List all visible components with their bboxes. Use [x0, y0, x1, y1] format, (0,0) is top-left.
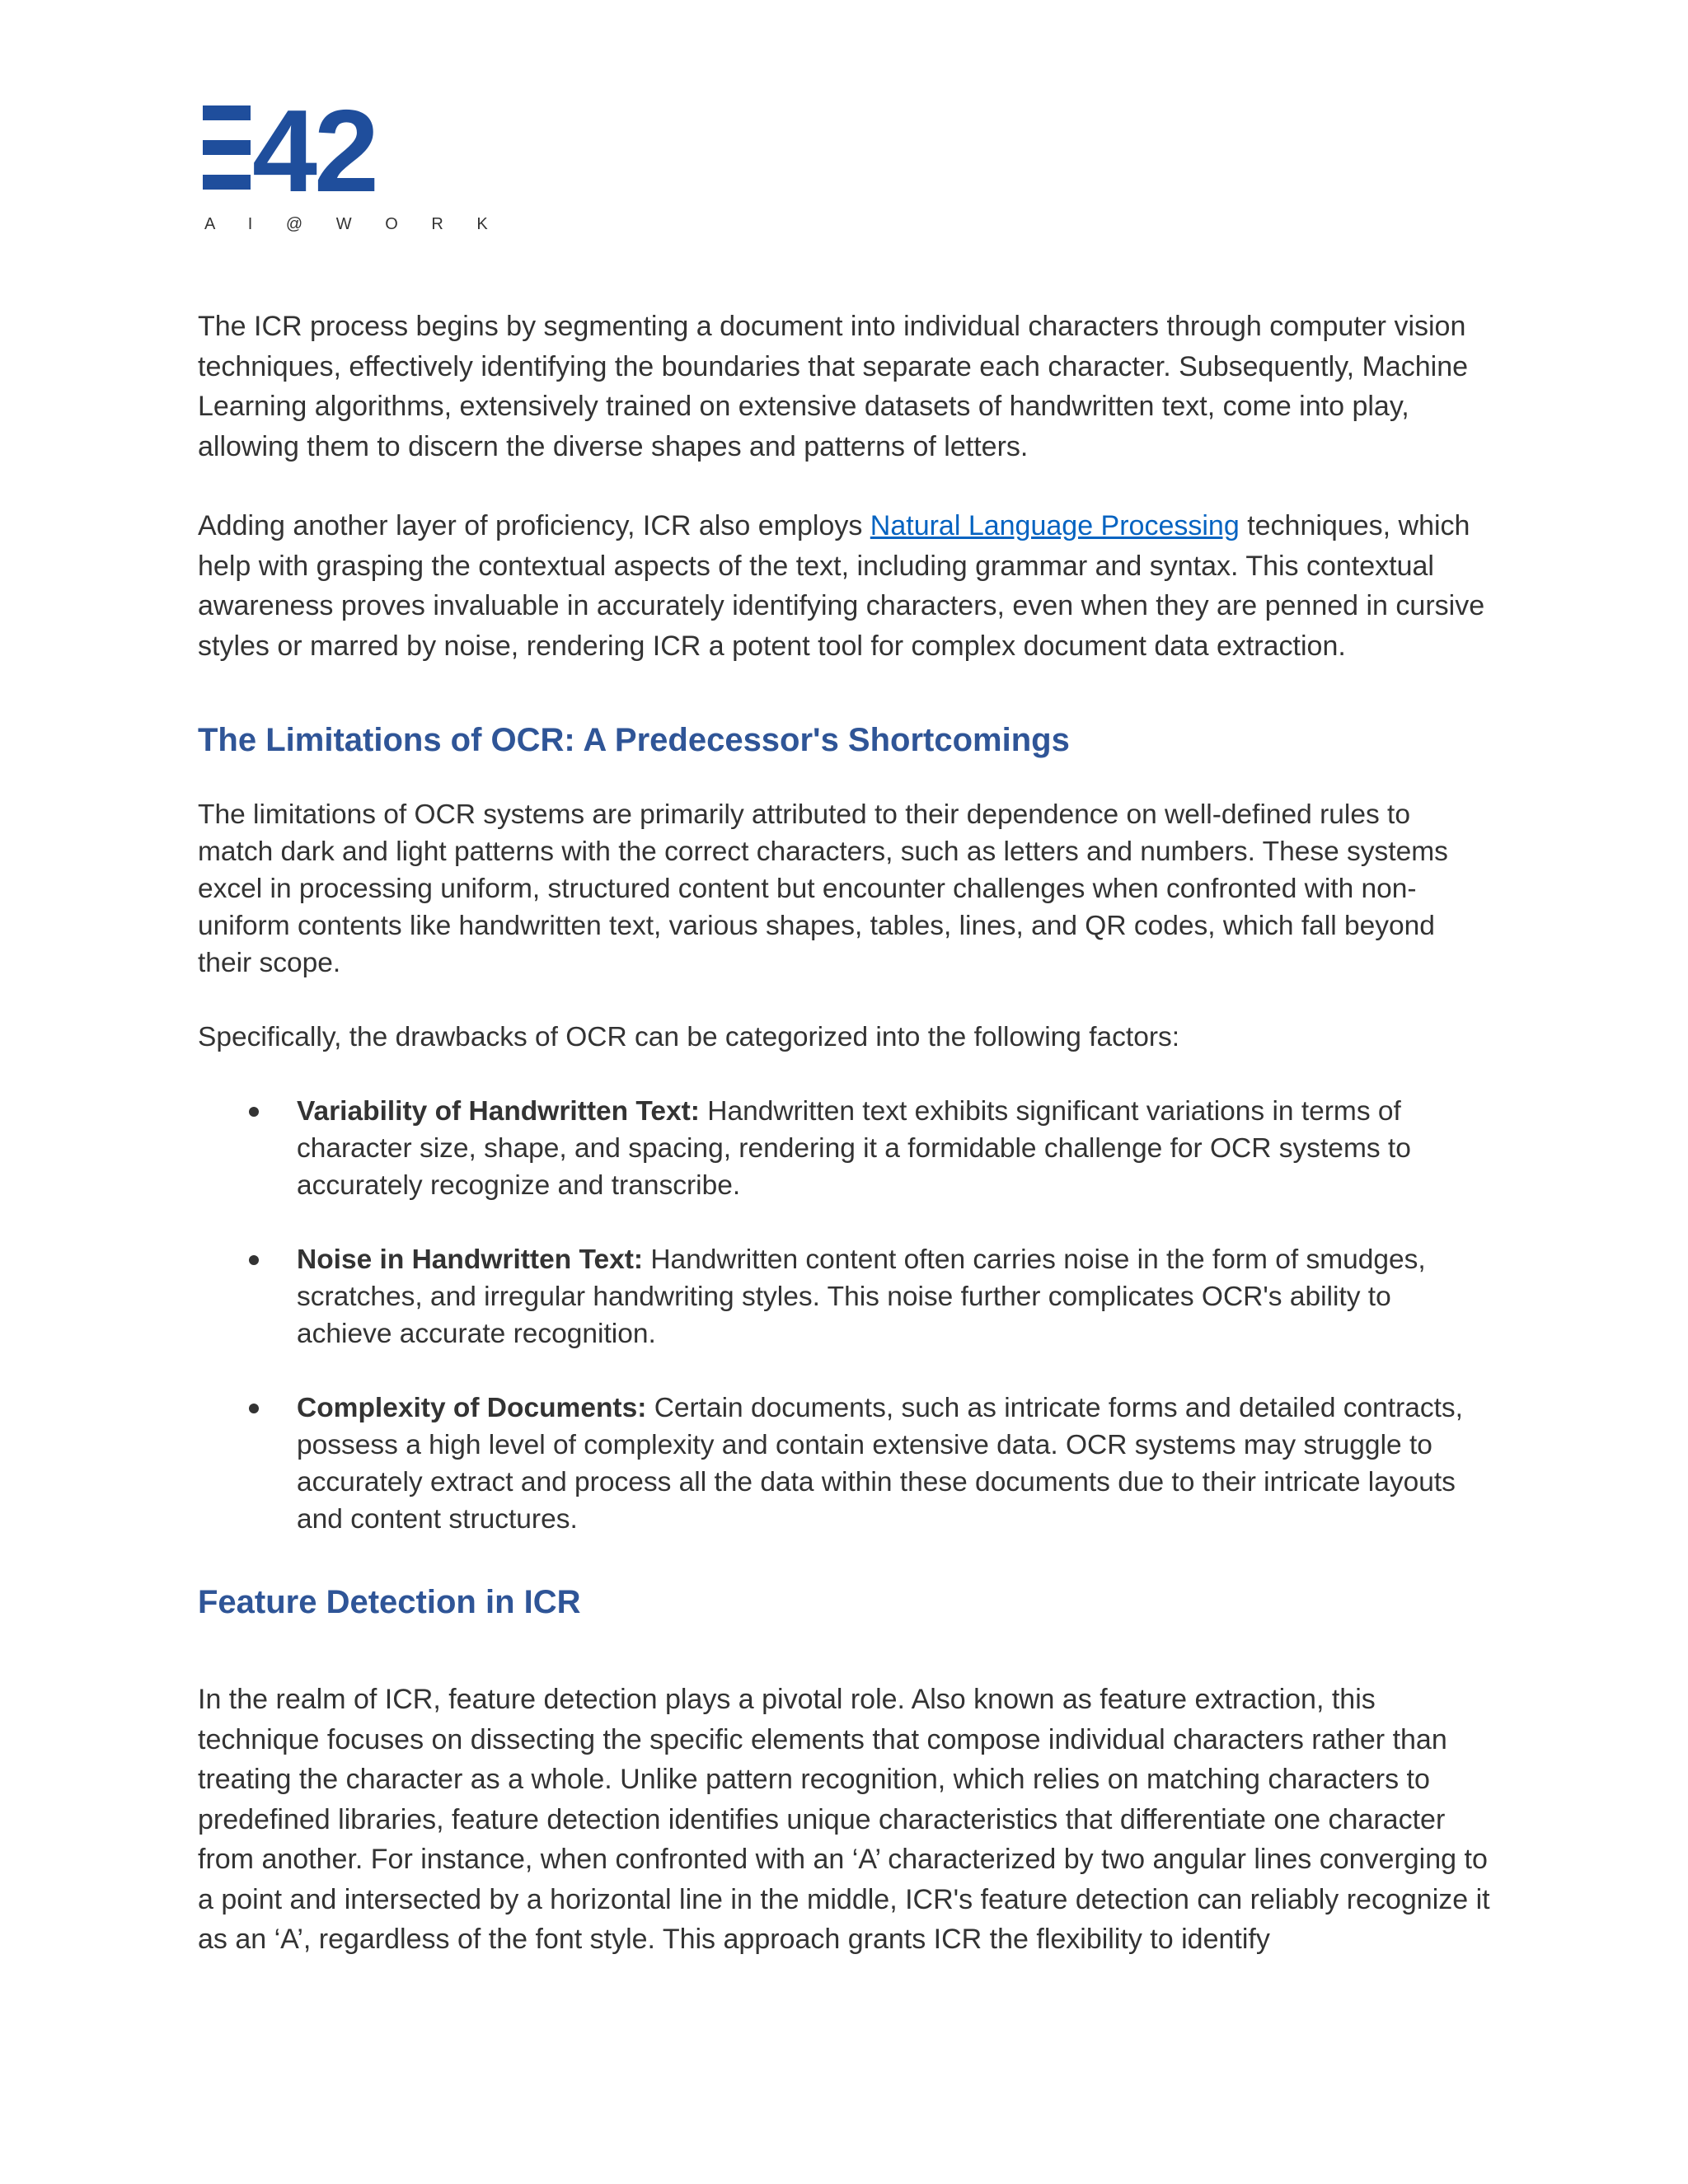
logo-number: 42 — [252, 86, 376, 217]
factor-title: Complexity of Documents: — [297, 1393, 647, 1423]
list-item — [198, 1390, 1492, 1538]
article-body — [198, 307, 1492, 1960]
list-item — [198, 1093, 1492, 1204]
list-item — [198, 1241, 1492, 1352]
nlp-text-after: techniques, which help with grasping the contextual aspects of the text, including grammar and syntax. This contextual awareness proves invaluable in accurately identifying characters, even when they are penned in cursive styles or marred by noise, rendering ICR a potent tool for complex document data extraction. — [198, 510, 1485, 662]
factor-text: Certain documents, such as intricate forms and detailed contracts, possess a high level of complexity and contain extensive data. OCR systems may struggle to accurately extract and process all the data within these documents due to their intricate layouts and content structures. — [297, 1393, 1463, 1535]
paragraph-drawbacks-intro: Specifically, the drawbacks of OCR can be categorized into the following factors: — [198, 1022, 1180, 1052]
e42-logo — [203, 86, 503, 239]
logo-tagline: A I @ W O R K — [204, 215, 503, 233]
paragraph-feature-detection: In the realm of ICR, feature detection plays a pivotal role. Also known as feature extraction, this technique focuses on dissecting the specific elements that compose individual characters rather than treating the character as a whole. Unlike pattern recognition, which relies on matching characters to predefined libraries, feature detection identifies unique characteristics that differentiate one character from another. For instance, when confronted with an ‘A’ characterized by two angular lines converging to a point and intersected by a horizontal line in the middle, ICR's feature detection can reliably recognize it as an ‘A’, regardless of the font style. This approach grants ICR the flexibility to identify — [198, 1684, 1490, 1955]
factor-title: Noise in Handwritten Text: — [297, 1244, 644, 1275]
heading-feature-detection: Feature Detection in ICR — [198, 1584, 581, 1620]
e42-logo-mark — [203, 86, 503, 239]
nlp-text-before: Adding another layer of proficiency, ICR also employs — [198, 510, 870, 541]
factor-title: Variability of Handwritten Text: — [297, 1096, 700, 1127]
factors-list — [198, 1093, 1492, 1538]
natural-language-processing-link[interactable]: Natural Language Processing — [870, 510, 1240, 541]
factor-text: Handwritten text exhibits significant variations in terms of character size, shape, and spacing, rendering it a formidable challenge for OCR systems to accurately recognize and transcribe. — [297, 1096, 1411, 1201]
paragraph-nlp — [198, 506, 1492, 666]
bullet-icon — [249, 1404, 259, 1413]
heading-limitations: The Limitations of OCR: A Predecessor's Shortcomings — [198, 722, 1070, 758]
factor-text: Handwritten content often carries noise in the form of smudges, scratches, and irregular handwriting styles. This noise further complicates OCR's ability to achieve accurate recognition. — [297, 1244, 1426, 1349]
paragraph-limitations: The limitations of OCR systems are primarily attributed to their dependence on well-defined rules to match dark and light patterns with the correct characters, such as letters and numbers. These systems excel in processing uniform, structured content but encounter challenges when confronted with non-uniform contents like handwritten text, various shapes, tables, lines, and QR codes, which fall beyond their scope. — [198, 799, 1448, 978]
bullet-icon — [249, 1107, 259, 1117]
paragraph-icr-process: The ICR process begins by segmenting a document into individual characters through computer vision techniques, effectively identifying the boundaries that separate each character. Subsequently, Machine Learning algorithms, extensively trained on extensive datasets of handwritten text, come into play, allowing them to discern the diverse shapes and patterns of letters. — [198, 311, 1469, 462]
bullet-icon — [249, 1255, 259, 1265]
